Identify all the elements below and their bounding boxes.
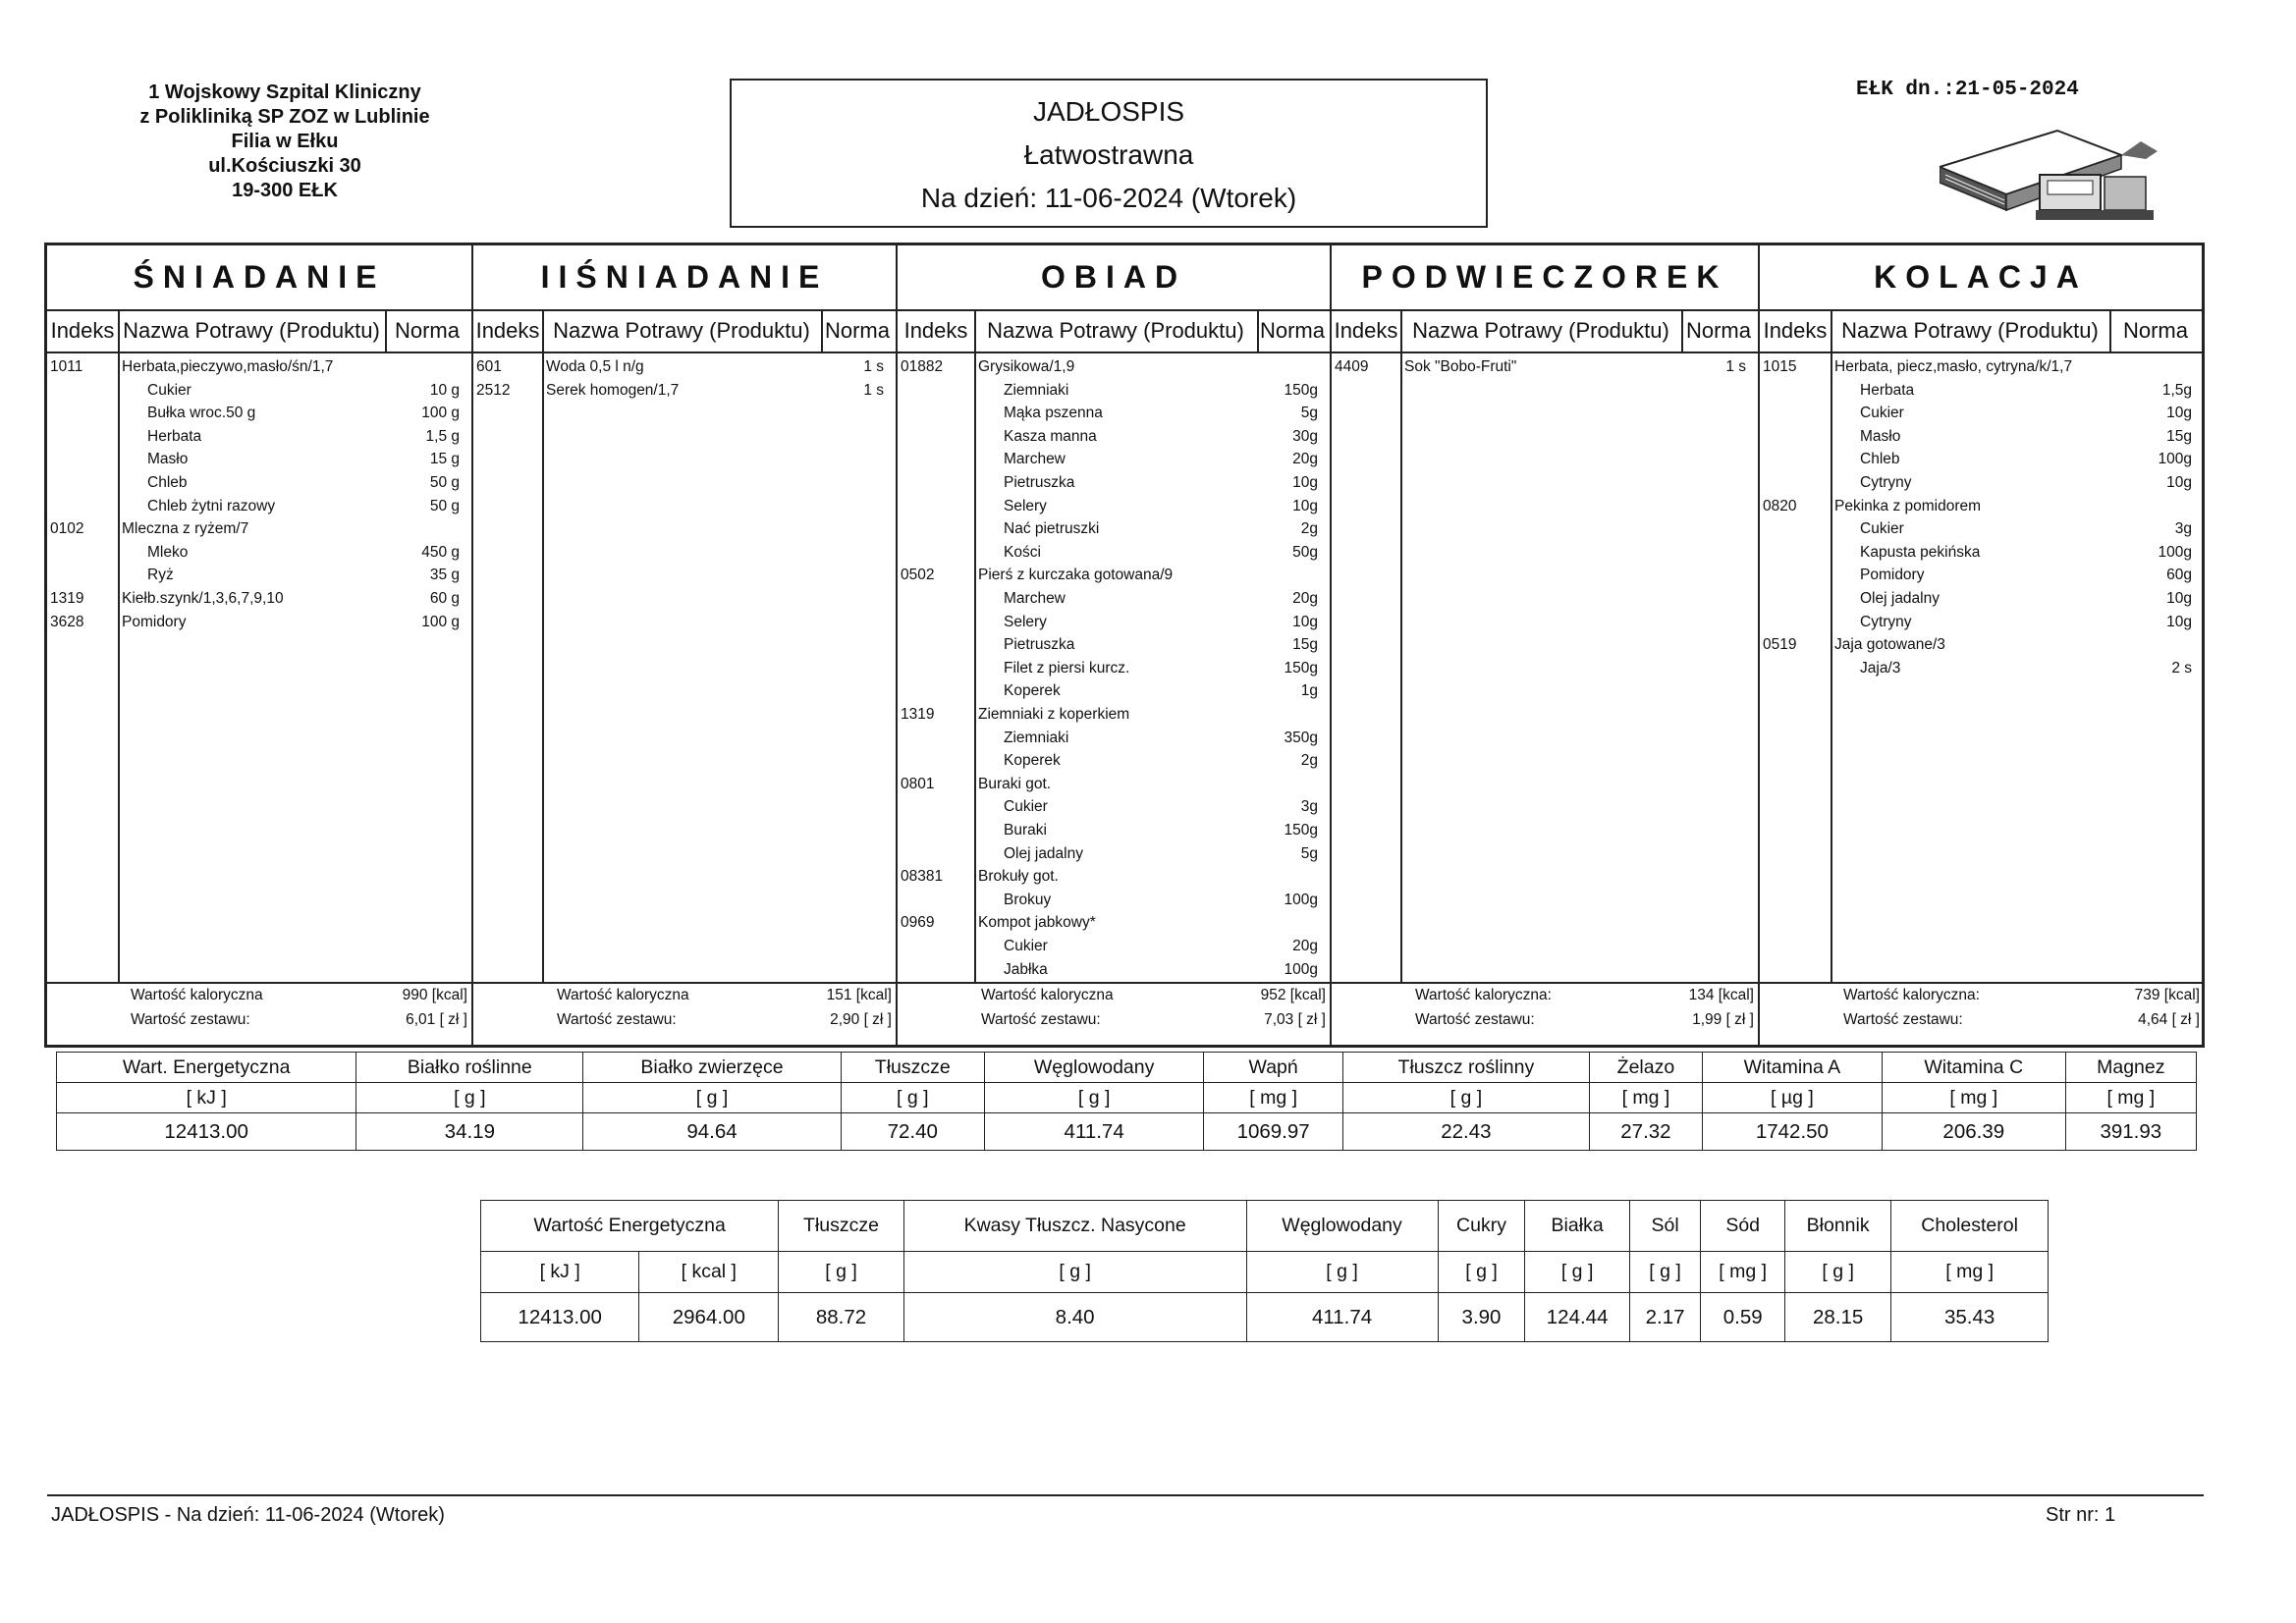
hospital-line: 1 Wojskowy Szpital Kliniczny (148, 81, 421, 103)
nutrient-header: Węglowodany (984, 1053, 1204, 1083)
norm-value: 10g (1292, 613, 1318, 630)
nutrient-unit: [ g ] (1342, 1083, 1589, 1113)
column-header-index: Indeks (1334, 318, 1398, 343)
norm-value: 15 g (429, 451, 460, 468)
meals-table (44, 243, 2205, 1048)
nutrient-unit: [ g ] (1525, 1252, 1629, 1293)
column-header-name: Nazwa Potrawy (Produktu) (987, 318, 1244, 343)
ingredient-name: Mąka pszenna (1004, 405, 1103, 422)
nutrient-value: 22.43 (1342, 1113, 1589, 1151)
dish-name: Serek homogen/1,7 (546, 381, 680, 399)
column-header-index: Indeks (1763, 318, 1828, 343)
dish-name: Herbata, piecz,masło, cytryna/k/1,7 (1834, 358, 2073, 375)
dish-name: Jaja gotowane/3 (1834, 636, 1945, 654)
dish-name: Ziemniaki z koperkiem (978, 706, 1130, 723)
hospital-line: Filia w Ełku (231, 131, 339, 152)
ingredient-name: Cytryny (1860, 474, 1912, 491)
ingredient-name: Olej jadalny (1004, 844, 1083, 862)
dish-index: 01882 (901, 358, 944, 375)
nutrient-header: Wartość Energetyczna (481, 1201, 779, 1252)
ingredient-name: Kapusta pekińska (1860, 543, 1981, 561)
menu-date: Na dzień: 11-06-2024 (Wtorek) (920, 183, 1297, 213)
nutrient-value: 35.43 (1891, 1293, 2049, 1342)
nutrient-value: 3.90 (1438, 1293, 1525, 1342)
page-number: Str nr: 1 (2046, 1504, 2116, 1526)
nutrient-value: 391.93 (2065, 1113, 2196, 1151)
calorie-value: 990 [kcal] (402, 987, 467, 1003)
norm-value: 20g (1292, 590, 1318, 607)
cost-value: 1,99 [ zł ] (1692, 1011, 1754, 1028)
nutrient-unit: [ mg ] (2065, 1083, 2196, 1113)
nutrient-unit: [ mg ] (1204, 1083, 1342, 1113)
norm-value: 350g (1284, 729, 1318, 746)
meal-title-obiad: OBIAD (1040, 259, 1187, 295)
title-box (730, 79, 1488, 228)
document-title: JADŁOSPIS (1032, 96, 1185, 127)
ingredient-name: Bułka wroc.50 g (147, 405, 256, 422)
computer-book-logo-icon (1940, 126, 2165, 229)
nutrient-unit: [ mg ] (1701, 1252, 1785, 1293)
column-header-norm: Norma (2122, 318, 2188, 343)
ingredient-name: Nać pietruszki (1004, 520, 1100, 538)
norm-value: 10g (2166, 405, 2192, 422)
dish-name: Sok "Bobo-Fruti" (1404, 358, 1517, 375)
meal-title-podwieczorek: PODWIECZOREK (1361, 259, 1728, 295)
nutrient-header: Magnez (2065, 1053, 2196, 1083)
footer-date: JADŁOSPIS - Na dzień: 11-06-2024 (Wtorek) (51, 1504, 445, 1526)
dish-index: 1011 (50, 358, 83, 375)
ingredient-name: Marchew (1004, 451, 1066, 468)
nutrient-header: Tłuszcze (841, 1053, 984, 1083)
norm-value: 60 g (429, 590, 460, 607)
ingredient-name: Pomidory (1860, 567, 1925, 584)
cost-label: Wartość zestawu: (131, 1011, 250, 1028)
nutrition-summary-table (56, 1052, 2197, 1151)
nutrient-value: 8.40 (903, 1293, 1246, 1342)
nutrient-unit: [ mg ] (1590, 1083, 1703, 1113)
nutrient-header: Wapń (1204, 1053, 1342, 1083)
dish-index: 1319 (50, 590, 84, 607)
norm-value: 5g (1300, 844, 1318, 862)
norm-value: 50 g (429, 497, 460, 514)
cost-label: Wartość zestawu: (981, 1011, 1101, 1028)
dish-index: 0801 (901, 775, 935, 792)
ingredient-name: Masło (1860, 427, 1901, 445)
nutrient-value: 12413.00 (481, 1293, 639, 1342)
ingredient-name: Jabłka (1004, 960, 1048, 978)
norm-value: 5g (1300, 405, 1318, 422)
dish-name: Pekinka z pomidorem (1834, 497, 1982, 514)
dish-name: Kompot jabkowy* (978, 914, 1096, 932)
nutrition-label-table (480, 1200, 2049, 1342)
ingredient-name: Buraki (1004, 822, 1047, 839)
nutrient-value: 411.74 (984, 1113, 1204, 1151)
calorie-label: Wartość kaloryczna (131, 987, 263, 1003)
norm-value: 10g (1292, 497, 1318, 514)
nutrient-header: Wart. Energetyczna (57, 1053, 356, 1083)
meal-title-sniadanie: ŚNIADANIE (133, 259, 386, 295)
ingredient-name: Selery (1004, 613, 1047, 630)
dish-name: Buraki got. (978, 775, 1052, 792)
norm-value: 20g (1292, 451, 1318, 468)
norm-value: 50 g (429, 474, 460, 491)
column-header-norm: Norma (1259, 318, 1325, 343)
norm-value: 50g (1292, 543, 1318, 561)
ingredient-name: Ryż (147, 567, 174, 584)
nutrient-header: Sól (1629, 1201, 1701, 1252)
norm-value: 100 g (421, 613, 460, 630)
norm-value: 10g (2166, 474, 2192, 491)
column-header-norm: Norma (1685, 318, 1751, 343)
ingredient-name: Cukier (147, 381, 191, 399)
nutrient-unit: [ kJ ] (57, 1083, 356, 1113)
nutrient-header: Sód (1701, 1201, 1785, 1252)
ingredient-name: Pietruszka (1004, 474, 1075, 491)
ingredient-name: Chleb (1860, 451, 1900, 468)
nutrient-header: Żelazo (1590, 1053, 1703, 1083)
column-header-index: Indeks (475, 318, 540, 343)
norm-value: 100g (1284, 891, 1318, 908)
column-header-name: Nazwa Potrawy (Produktu) (1412, 318, 1669, 343)
dish-index: 1319 (901, 706, 935, 723)
nutrient-header: Białko zwierzęce (583, 1053, 841, 1083)
norm-value: 1 s (1725, 358, 1746, 375)
dish-name: Pomidory (122, 613, 187, 630)
ingredient-name: Chleb (147, 474, 188, 491)
nutrient-value: 124.44 (1525, 1293, 1629, 1342)
ingredient-name: Pietruszka (1004, 636, 1075, 654)
norm-value: 100g (2158, 451, 2192, 468)
ingredient-name: Cytryny (1860, 613, 1912, 630)
nutrient-unit: [ g ] (1629, 1252, 1701, 1293)
dish-name: Mleczna z ryżem/7 (122, 520, 249, 538)
calorie-label: Wartość kaloryczna (557, 987, 689, 1003)
nutrient-header: Błonnik (1785, 1201, 1891, 1252)
hospital-address (98, 81, 471, 203)
nutrient-value: 94.64 (583, 1113, 841, 1151)
norm-value: 30g (1292, 427, 1318, 445)
cost-value: 4,64 [ zł ] (2138, 1011, 2200, 1028)
nutrient-unit: [ g ] (1246, 1252, 1438, 1293)
dish-index: 1015 (1763, 358, 1797, 375)
nutrient-value: 72.40 (841, 1113, 984, 1151)
nutrient-unit: [ kcal ] (639, 1252, 779, 1293)
calorie-label: Wartość kaloryczna: (1415, 987, 1552, 1003)
norm-value: 60g (2166, 567, 2192, 584)
norm-value: 150g (1284, 822, 1318, 839)
norm-value: 3g (2174, 520, 2192, 538)
column-header-norm: Norma (824, 318, 890, 343)
calorie-value: 952 [kcal] (1260, 987, 1326, 1003)
nutrient-value: 88.72 (779, 1293, 903, 1342)
ingredient-name: Kości (1004, 543, 1041, 561)
cost-value: 7,03 [ zł ] (1264, 1011, 1326, 1028)
norm-value: 2 s (2171, 659, 2192, 676)
ingredient-name: Herbata (147, 427, 202, 445)
norm-value: 150g (1284, 659, 1318, 676)
nutrient-header: Witamina C (1882, 1053, 2065, 1083)
nutrient-unit: [ g ] (1438, 1252, 1525, 1293)
nutrient-unit: [ g ] (903, 1252, 1246, 1293)
cost-label: Wartość zestawu: (1415, 1011, 1535, 1028)
footer-divider (47, 1494, 2204, 1496)
calorie-label: Wartość kaloryczna (981, 987, 1114, 1003)
nutrient-unit: [ g ] (779, 1252, 903, 1293)
norm-value: 10 g (429, 381, 460, 399)
norm-value: 10g (2166, 590, 2192, 607)
nutrient-value: 27.32 (1590, 1113, 1703, 1151)
dish-name: Woda 0,5 l n/g (546, 358, 644, 375)
nutrient-unit: [ g ] (583, 1083, 841, 1113)
dish-index: 601 (476, 358, 502, 375)
document-reference-date: EŁK dn.:21-05-2024 (1856, 79, 2079, 101)
cost-value: 2,90 [ zł ] (830, 1011, 892, 1028)
norm-value: 35 g (429, 567, 460, 584)
dish-index: 0102 (50, 520, 84, 538)
ingredient-name: Cukier (1004, 798, 1048, 816)
nutrient-value: 12413.00 (57, 1113, 356, 1151)
calorie-value: 739 [kcal] (2134, 987, 2200, 1003)
norm-value: 100g (2158, 543, 2192, 561)
column-header-name: Nazwa Potrawy (Produktu) (1841, 318, 2099, 343)
norm-value: 450 g (421, 543, 460, 561)
ingredient-name: Brokuy (1004, 891, 1052, 908)
ingredient-name: Cukier (1004, 938, 1048, 954)
norm-value: 2g (1300, 520, 1318, 538)
dish-index: 4409 (1335, 358, 1369, 375)
nutrient-header: Cukry (1438, 1201, 1525, 1252)
nutrient-unit: [ g ] (841, 1083, 984, 1113)
calorie-label: Wartość kaloryczna: (1843, 987, 1980, 1003)
nutrient-unit: [ µg ] (1702, 1083, 1882, 1113)
norm-value: 1 s (863, 358, 884, 375)
dish-index: 2512 (476, 381, 511, 399)
nutrient-value: 206.39 (1882, 1113, 2065, 1151)
nutrient-unit: [ mg ] (1882, 1083, 2065, 1113)
norm-value: 1 s (863, 381, 884, 399)
dish-index: 3628 (50, 613, 84, 630)
ingredient-name: Jaja/3 (1860, 659, 1901, 676)
norm-value: 2g (1300, 752, 1318, 770)
nutrient-value: 28.15 (1785, 1293, 1891, 1342)
nutrient-header: Witamina A (1702, 1053, 1882, 1083)
column-header-norm: Norma (394, 318, 460, 343)
meal-title-kolacja: KOLACJA (1874, 259, 2088, 295)
norm-value: 3g (1300, 798, 1318, 816)
dish-name: Brokuły got. (978, 868, 1059, 886)
dish-index: 0969 (901, 914, 935, 932)
diet-name: Łatwostrawna (1023, 139, 1194, 170)
ingredient-name: Cukier (1860, 405, 1904, 422)
norm-value: 100 g (421, 405, 460, 422)
nutrient-value: 2.17 (1629, 1293, 1701, 1342)
nutrient-header: Tłuszcze (779, 1201, 903, 1252)
ingredient-name: Koperek (1004, 682, 1061, 700)
ingredient-name: Ziemniaki (1004, 381, 1069, 399)
nutrient-header: Kwasy Tłuszcz. Nasycone (903, 1201, 1246, 1252)
ingredient-name: Ziemniaki (1004, 729, 1069, 746)
dish-name: Herbata,pieczywo,masło/śn/1,7 (122, 358, 334, 375)
nutrient-header: Węglowodany (1246, 1201, 1438, 1252)
nutrient-value: 2964.00 (639, 1293, 779, 1342)
ingredient-name: Chleb żytni razowy (147, 497, 276, 514)
dish-name: Grysikowa/1,9 (978, 358, 1075, 375)
ingredient-name: Selery (1004, 497, 1047, 514)
nutrient-value: 34.19 (356, 1113, 583, 1151)
nutrient-value: 1742.50 (1702, 1113, 1882, 1151)
meal-title-ii-sniadanie: IIŚNIADANIE (540, 259, 829, 295)
nutrient-header: Tłuszcz roślinny (1342, 1053, 1589, 1083)
nutrient-unit: [ kJ ] (481, 1252, 639, 1293)
nutrient-header: Białka (1525, 1201, 1629, 1252)
norm-value: 10g (1292, 474, 1318, 491)
norm-value: 20g (1292, 938, 1318, 954)
nutrient-unit: [ g ] (984, 1083, 1204, 1113)
norm-value: 1g (1300, 682, 1318, 700)
ingredient-name: Masło (147, 451, 189, 468)
calorie-value: 151 [kcal] (826, 987, 892, 1003)
column-header-index: Indeks (50, 318, 115, 343)
norm-value: 10g (2166, 613, 2192, 630)
ingredient-name: Marchew (1004, 590, 1066, 607)
norm-value: 1,5g (2161, 381, 2192, 399)
column-header-index: Indeks (903, 318, 968, 343)
dish-index: 0519 (1763, 636, 1797, 654)
norm-value: 150g (1284, 381, 1318, 399)
nutrient-value: 0.59 (1701, 1293, 1785, 1342)
nutrient-unit: [ mg ] (1891, 1252, 2049, 1293)
ingredient-name: Cukier (1860, 520, 1904, 538)
dish-name: Kiełb.szynk/1,3,6,7,9,10 (122, 590, 284, 607)
norm-value: 1,5 g (425, 427, 460, 445)
norm-value: 15g (2166, 427, 2192, 445)
calorie-value: 134 [kcal] (1688, 987, 1754, 1003)
nutrient-unit: [ g ] (356, 1083, 583, 1113)
ingredient-name: Olej jadalny (1860, 590, 1940, 607)
column-header-name: Nazwa Potrawy (Produktu) (553, 318, 810, 343)
nutrient-value: 1069.97 (1204, 1113, 1342, 1151)
cost-label: Wartość zestawu: (1843, 1011, 1963, 1028)
column-header-name: Nazwa Potrawy (Produktu) (123, 318, 380, 343)
ingredient-name: Filet z piersi kurcz. (1004, 659, 1130, 676)
norm-value: 15g (1292, 636, 1318, 654)
norm-value: 100g (1284, 960, 1318, 978)
hospital-line: ul.Kościuszki 30 (208, 155, 361, 177)
nutrient-value: 411.74 (1246, 1293, 1438, 1342)
nutrient-header: Białko roślinne (356, 1053, 583, 1083)
dish-index: 0502 (901, 567, 935, 584)
ingredient-name: Mleko (147, 543, 189, 561)
cost-value: 6,01 [ zł ] (406, 1011, 467, 1028)
nutrient-unit: [ g ] (1785, 1252, 1891, 1293)
hospital-line: z Polikliniką SP ZOZ w Lublinie (139, 106, 430, 128)
dish-index: 0820 (1763, 497, 1797, 514)
ingredient-name: Koperek (1004, 752, 1061, 770)
dish-name: Pierś z kurczaka gotowana/9 (978, 567, 1174, 584)
nutrient-header: Cholesterol (1891, 1201, 2049, 1252)
dish-index: 08381 (901, 868, 944, 886)
ingredient-name: Herbata (1860, 381, 1915, 399)
cost-label: Wartość zestawu: (557, 1011, 677, 1028)
ingredient-name: Kasza manna (1004, 427, 1097, 445)
hospital-line: 19-300 EŁK (232, 180, 338, 201)
